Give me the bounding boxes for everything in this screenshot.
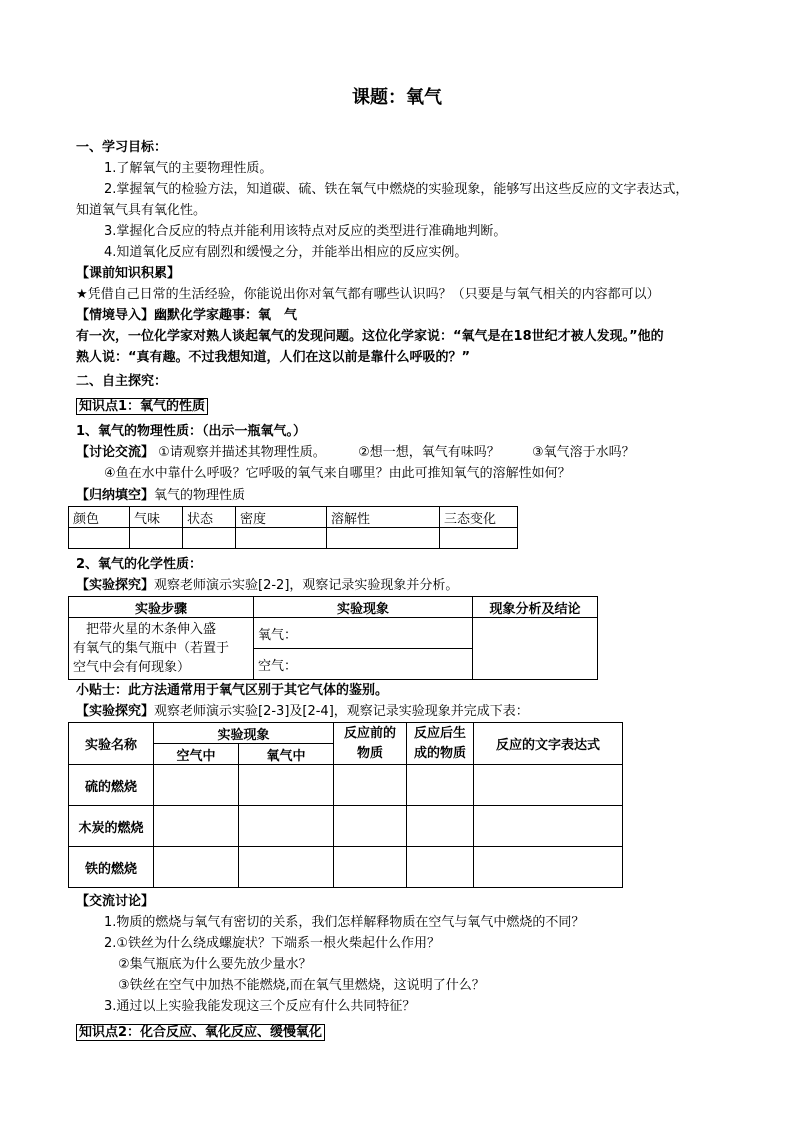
physical-properties-table — [68, 506, 518, 549]
blank-answer-cell — [183, 528, 236, 549]
header-line: 反应后生 — [413, 725, 466, 741]
header-line: 反应前的 — [343, 725, 396, 741]
experiment-step-line: 有氧气的集气瓶中（若置于 — [73, 641, 230, 656]
header-line: 物质 — [356, 745, 383, 761]
page-title: 课题：氧气 — [352, 87, 442, 108]
table-header-cell: 密度 — [236, 507, 327, 528]
experiment-step-line: 把带火星的木条伸入盛 — [73, 622, 217, 637]
table-header-cell: 空气中 — [154, 744, 239, 765]
chemical-properties-heading: 2、氧气的化学性质： — [76, 557, 203, 572]
summary-row — [76, 487, 245, 505]
oxygen-phenomenon-cell: 氧气： — [254, 618, 473, 649]
table-header-cell — [334, 723, 407, 765]
experiment-step-cell — [69, 618, 254, 680]
goal-item: 1.了解氧气的主要物理性质。 — [104, 161, 273, 176]
scenario-heading — [76, 307, 297, 325]
experiment-1-row — [76, 577, 458, 595]
experiment-step-line: 空气中会有何现象） — [73, 660, 191, 675]
knowledge-point-2-label: 知识点2：化合反应、氧化反应、缓慢氧化 — [76, 1024, 325, 1041]
pre-knowledge-heading: 【课前知识积累】 — [76, 266, 181, 281]
table-header-cell: 实验现象 — [254, 597, 473, 618]
knowledge-point-1 — [76, 398, 208, 416]
discussion-question: ④鱼在水中靠什么呼吸？它呼吸的氧气来自哪里？由此可推知氧气的溶解性如何？ — [104, 466, 571, 481]
table-header-cell: 气味 — [130, 507, 183, 528]
table-header-cell: 氧气中 — [239, 744, 334, 765]
table-row — [69, 847, 623, 888]
header-line: 成的物质 — [413, 745, 466, 761]
table-header-cell: 实验名称 — [69, 723, 154, 765]
knowledge-point-2 — [76, 1024, 325, 1042]
table-row — [69, 528, 518, 549]
exchange-item: ②集气瓶底为什么要先放少量水？ — [118, 957, 312, 972]
scenario-title: 幽默化学家趣事：氧 气 — [154, 308, 298, 323]
blank-answer-cell — [327, 528, 440, 549]
blank-answer-cell — [236, 528, 327, 549]
discussion-question: ①请观察并描述其物理性质。 — [158, 445, 326, 460]
goal-item: 4.知道氧化反应有剧烈和缓慢之分，并能举出相应的反应实例。 — [104, 245, 468, 260]
scenario-text-line: 有一次，一位化学家对熟人谈起氧气的发现问题。这位化学家说：“氧气是在18世纪才被人发现。”他的 — [76, 329, 664, 344]
goal-item: 3.掌握化合反应的特点并能利用该特点对反应的类型进行准确地判断。 — [104, 224, 507, 239]
exchange-item: 2.①铁丝为什么绕成螺旋状？下端系一根火柴起什么作用？ — [104, 936, 441, 951]
table-row — [69, 765, 623, 806]
knowledge-point-1-label: 知识点1：氧气的性质 — [76, 398, 208, 415]
scenario-label: 【情境导入】 — [76, 308, 155, 323]
table-header-cell: 溶解性 — [327, 507, 440, 528]
experiment-name-cell: 铁的燃烧 — [69, 847, 154, 888]
exchange-item: ③铁丝在空气中加热不能燃烧,而在氧气里燃烧，这说明了什么？ — [118, 978, 485, 993]
table-header-cell: 状态 — [183, 507, 236, 528]
table-header-cell: 三态变化 — [440, 507, 518, 528]
section-heading-explore: 二、自主探究： — [76, 374, 168, 389]
air-phenomenon-cell: 空气： — [254, 649, 473, 680]
summary-text: 氧气的物理性质 — [154, 488, 246, 503]
experiment-label: 【实验探究】 — [76, 578, 155, 593]
exchange-item: 1.物质的燃烧与氧气有密切的关系，我们怎样解释物质在空气与氧气中燃烧的不同？ — [104, 915, 585, 930]
table-header-cell: 反应的文字表达式 — [474, 723, 623, 765]
exchange-heading: 【交流讨论】 — [76, 894, 155, 909]
experiment-label: 【实验探究】 — [76, 704, 155, 719]
section-heading-goals: 一、学习目标： — [76, 140, 168, 155]
discussion-label: 【讨论交流】 — [76, 445, 155, 460]
blank-answer-cell — [440, 528, 518, 549]
analysis-cell — [473, 618, 598, 680]
blank-answer-cell — [130, 528, 183, 549]
blank-answer-cell — [69, 528, 130, 549]
summary-label: 【归纳填空】 — [76, 488, 155, 503]
table-header-cell: 实验步骤 — [69, 597, 254, 618]
discussion-question: ②想一想，氧气有味吗？ — [358, 445, 500, 460]
tip-text: 小贴士：此方法通常用于氧气区别于其它气体的鉴别。 — [76, 683, 389, 698]
scenario-text-line: 熟人说：“真有趣。不过我想知道，人们在这以前是靠什么呼吸的？” — [76, 350, 471, 365]
experiment-2-row — [76, 703, 529, 721]
table-header-cell: 现象分析及结论 — [473, 597, 598, 618]
experiment-1-table — [68, 596, 598, 680]
exchange-item: 3.通过以上实验我能发现这三个反应有什么共同特征？ — [104, 999, 416, 1014]
goal-item: 2.掌握氧气的检验方法，知道碳、硫、铁在氧气中燃烧的实验现象，能够写出这些反应的文字表达式， — [104, 182, 689, 197]
table-header-cell: 实验现象 — [154, 723, 334, 744]
table-row — [69, 806, 623, 847]
physical-properties-heading: 1、氧气的物理性质：（出示一瓶氧气。） — [76, 424, 307, 439]
experiment-name-cell: 木炭的燃烧 — [69, 806, 154, 847]
discussion-row — [76, 444, 635, 462]
table-row — [69, 597, 598, 618]
table-header-cell — [407, 723, 474, 765]
table-row — [69, 507, 518, 528]
goal-item-continued: 知道氧气具有氧化性。 — [76, 203, 207, 218]
table-row — [69, 723, 623, 744]
table-header-cell: 颜色 — [69, 507, 130, 528]
experiment-name-cell: 硫的燃烧 — [69, 765, 154, 806]
discussion-question: ③氧气溶于水吗？ — [532, 445, 635, 460]
pre-knowledge-text: ★凭借自己日常的生活经验，你能说出你对氧气都有哪些认识吗？（只要是与氧气相关的内容都可以） — [76, 287, 660, 302]
experiment-text: 观察老师演示实验[2-2]，观察记录实验现象并分析。 — [154, 578, 459, 593]
experiment-text: 观察老师演示实验[2-3]及[2-4]，观察记录实验现象并完成下表： — [154, 704, 529, 719]
experiment-2-table — [68, 722, 623, 888]
table-row — [69, 618, 598, 649]
